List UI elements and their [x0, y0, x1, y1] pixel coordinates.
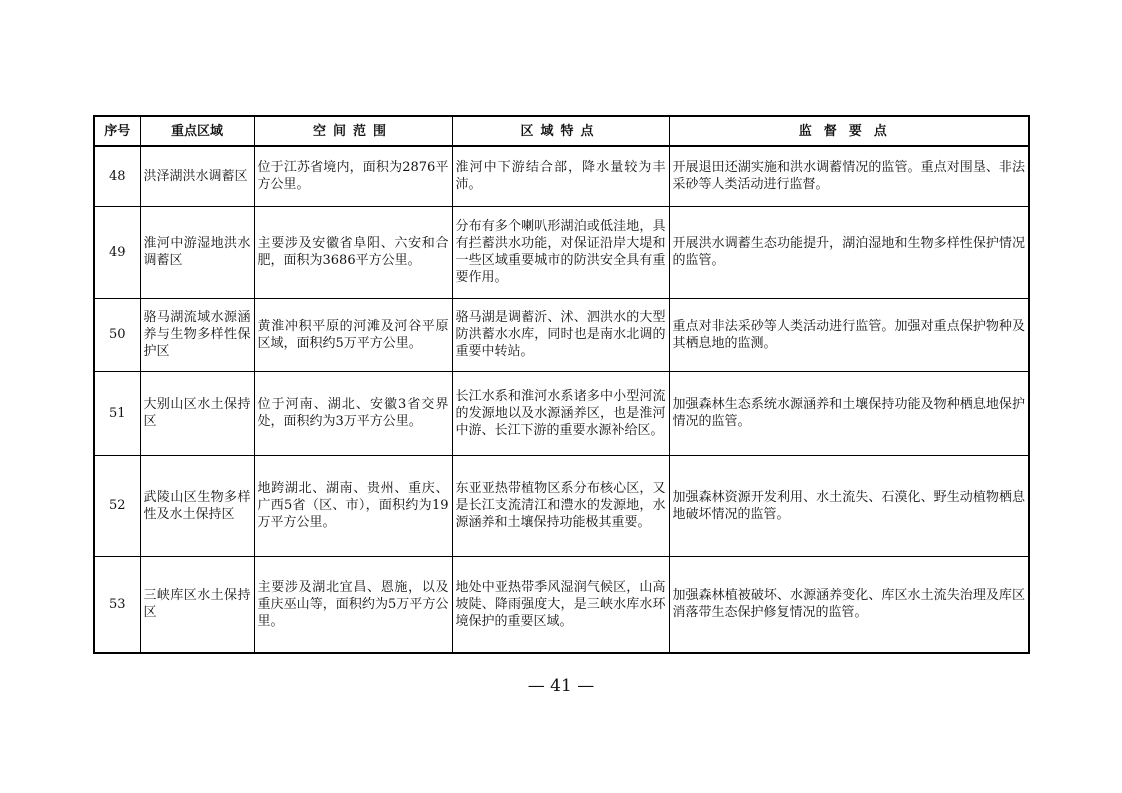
- row-area: 三峡库区水土保持区: [140, 556, 254, 653]
- row-number: 51: [94, 371, 140, 455]
- row-scope: 主要涉及湖北宜昌、恩施，以及重庆巫山等，面积约为5万平方公里。: [254, 556, 452, 653]
- row-number: 48: [94, 146, 140, 206]
- row-number: 52: [94, 455, 140, 556]
- table-row: [94, 298, 1029, 371]
- row-features: 骆马湖是调蓄沂、沭、泗洪水的大型防洪蓄水水库，同时也是南水北调的重要中转站。: [452, 298, 669, 371]
- row-points: 开展洪水调蓄生态功能提升，湖泊湿地和生物多样性保护情况的监管。: [669, 206, 1029, 298]
- header-supervision-points: 监督要点: [669, 116, 1029, 146]
- row-features: 地处中亚热带季风湿润气候区，山高坡陡、降雨强度大，是三峡水库水环境保护的重要区域。: [452, 556, 669, 653]
- row-area: 淮河中游湿地洪水调蓄区: [140, 206, 254, 298]
- row-points: 重点对非法采砂等人类活动进行监管。加强对重点保护物种及其栖息地的监测。: [669, 298, 1029, 371]
- row-points: 开展退田还湖实施和洪水调蓄情况的监管。重点对围垦、非法采砂等人类活动进行监督。: [669, 146, 1029, 206]
- row-points: 加强森林植被破坏、水源涵养变化、库区水土流失治理及库区消落带生态保护修复情况的监管。: [669, 556, 1029, 653]
- header-serial-number: 序号: [94, 116, 140, 146]
- row-number: 53: [94, 556, 140, 653]
- header-spatial-scope: 空间范围: [254, 116, 452, 146]
- row-area: 洪泽湖洪水调蓄区: [140, 146, 254, 206]
- row-number: 50: [94, 298, 140, 371]
- header-area-features: 区域特点: [452, 116, 669, 146]
- row-features: 分布有多个喇叭形湖泊或低洼地，具有拦蓄洪水功能，对保证沿岸大堤和一些区域重要城市的防洪安全具有重要作用。: [452, 206, 669, 298]
- row-points: 加强森林生态系统水源涵养和土壤保持功能及物种栖息地保护情况的监管。: [669, 371, 1029, 455]
- row-features: 东亚亚热带植物区系分布核心区，又是长江支流清江和澧水的发源地，水源涵养和土壤保持功能极其重要。: [452, 455, 669, 556]
- table-header-row: [94, 116, 1029, 146]
- regions-table: [93, 115, 1030, 654]
- row-scope: 地跨湖北、湖南、贵州、重庆、广西5省（区、市），面积约为19万平方公里。: [254, 455, 452, 556]
- table-row: [94, 371, 1029, 455]
- row-area: 骆马湖流域水源涵养与生物多样性保护区: [140, 298, 254, 371]
- row-number: 49: [94, 206, 140, 298]
- row-area: 武陵山区生物多样性及水土保持区: [140, 455, 254, 556]
- table-row: [94, 206, 1029, 298]
- table-row: [94, 146, 1029, 206]
- header-key-area: 重点区域: [140, 116, 254, 146]
- row-area: 大别山区水土保持区: [140, 371, 254, 455]
- row-features: 淮河中下游结合部，降水量较为丰沛。: [452, 146, 669, 206]
- table-row: [94, 455, 1029, 556]
- row-features: 长江水系和淮河水系诸多中小型河流的发源地以及水源涵养区，也是淮河中游、长江下游的重要水源补给区。: [452, 371, 669, 455]
- table-row: [94, 556, 1029, 653]
- row-scope: 黄淮冲积平原的河滩及河谷平原区域，面积约5万平方公里。: [254, 298, 452, 371]
- row-scope: 位于河南、湖北、安徽3省交界处，面积约为3万平方公里。: [254, 371, 452, 455]
- page-number: — 41 —: [527, 676, 595, 696]
- row-points: 加强森林资源开发利用、水土流失、石漠化、野生动植物栖息地破坏情况的监管。: [669, 455, 1029, 556]
- row-scope: 主要涉及安徽省阜阳、六安和合肥，面积为3686平方公里。: [254, 206, 452, 298]
- row-scope: 位于江苏省境内，面积为2876平方公里。: [254, 146, 452, 206]
